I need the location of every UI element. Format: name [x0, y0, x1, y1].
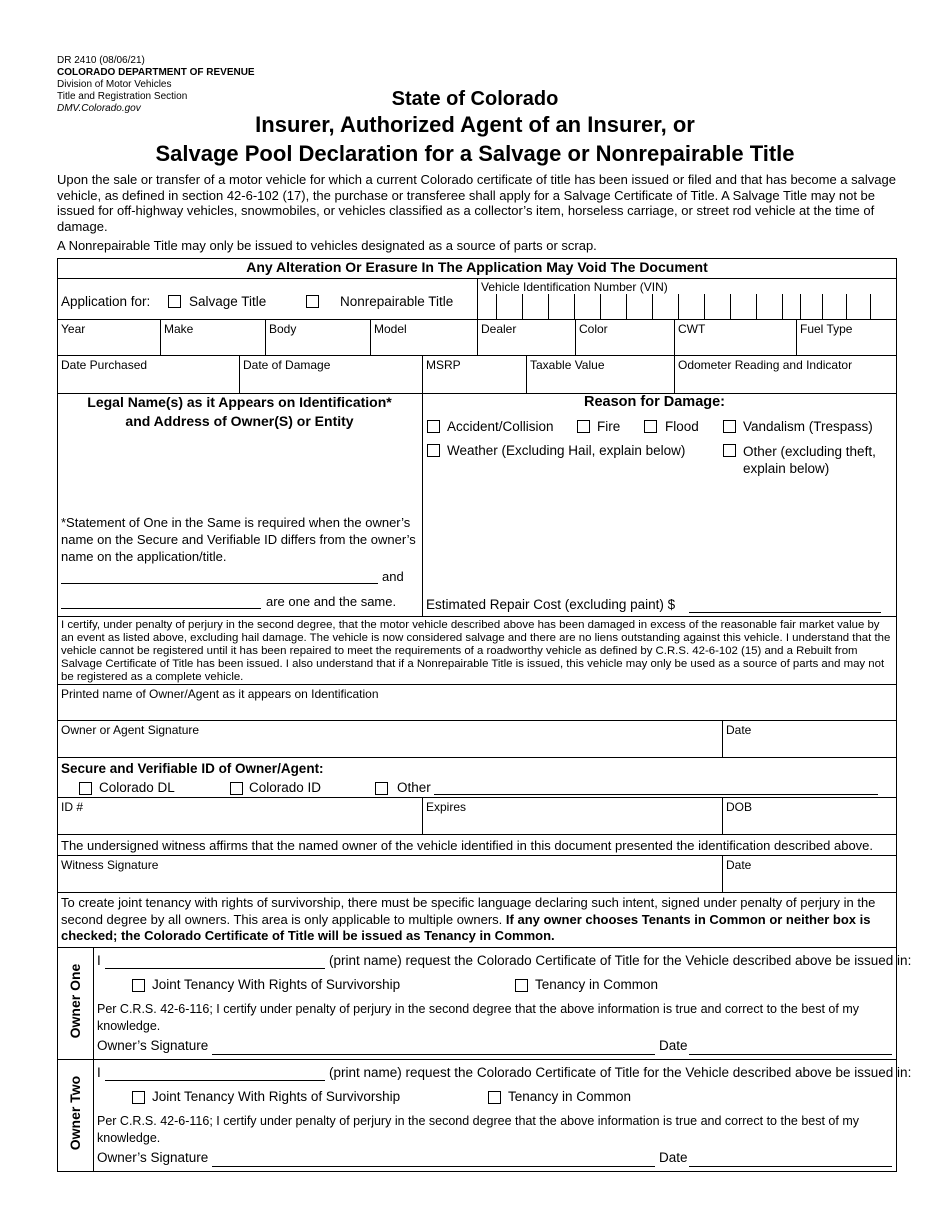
- colorado-id-checkbox[interactable]: [230, 782, 243, 795]
- dob-field[interactable]: DOB: [726, 800, 753, 814]
- section-name: Title and Registration Section: [57, 91, 188, 102]
- owner-two-request-text: (print name) request the Colorado Certificate of Title for the Vehicle described above be issued in:: [329, 1065, 912, 1080]
- reason-heading: Reason for Damage:: [584, 394, 726, 410]
- weather-label: Weather (Excluding Hail, explain below): [447, 443, 686, 458]
- vandalism-label: Vandalism (Trespass): [743, 419, 873, 434]
- flood-label: Flood: [665, 419, 699, 434]
- other-reason-checkbox[interactable]: [723, 444, 736, 457]
- taxable-value-field[interactable]: Taxable Value: [530, 358, 605, 372]
- owner-one-date-input[interactable]: [689, 1039, 892, 1055]
- website-link[interactable]: DMV.Colorado.gov: [57, 103, 141, 114]
- weather-checkbox[interactable]: [427, 444, 440, 457]
- statement-note: *Statement of One in the Same is required when the owner’s name on the Secure and Verifiable ID differs from the owner’s name on the application/title.: [61, 515, 416, 564]
- form-title-line1: Insurer, Authorized Agent of an Insurer, or: [255, 112, 695, 137]
- fire-checkbox[interactable]: [577, 420, 590, 433]
- cwt-field[interactable]: CWT: [678, 322, 706, 336]
- witness-signature-field[interactable]: Witness Signature: [61, 858, 159, 872]
- dealer-field[interactable]: Dealer: [481, 322, 517, 336]
- owner-two-tenancy-label: Tenancy in Common: [508, 1089, 632, 1104]
- owner-one-joint-checkbox[interactable]: [132, 979, 145, 992]
- date-of-damage-field[interactable]: Date of Damage: [243, 358, 331, 372]
- secure-id-heading: Secure and Verifiable ID of Owner/Agent:: [61, 761, 324, 776]
- owner-one-print-name-input[interactable]: [105, 953, 325, 969]
- accident-label: Accident/Collision: [447, 419, 554, 434]
- colorado-dl-checkbox[interactable]: [79, 782, 92, 795]
- owner-one-signature-input[interactable]: [212, 1039, 655, 1055]
- nonrepairable-note: A Nonrepairable Title may only be issued to vehicles designated as a source of parts or scrap.: [57, 238, 597, 253]
- owner-two-certify: Per C.R.S. 42-6-116; I certify under penalty of perjury in the second degree that the above information is true and correct to the best of my knowledge.: [97, 1114, 859, 1145]
- repair-cost-input[interactable]: [689, 597, 881, 613]
- nonrepairable-title-label: Nonrepairable Title: [340, 294, 454, 309]
- owner-one-signature-label: Owner’s Signature: [97, 1038, 209, 1053]
- salvage-title-checkbox[interactable]: [168, 295, 181, 308]
- owner-two-label: Owner Two: [67, 1075, 83, 1151]
- vin-input[interactable]: [480, 294, 874, 319]
- colorado-dl-label: Colorado DL: [99, 780, 175, 795]
- color-field[interactable]: Color: [579, 322, 608, 336]
- owner-two-tenancy-checkbox[interactable]: [488, 1091, 501, 1104]
- date-purchased-field[interactable]: Date Purchased: [61, 358, 148, 372]
- owner-two-i: I: [97, 1065, 101, 1080]
- id-number-field[interactable]: ID #: [61, 800, 84, 814]
- owner-one-certify: Per C.R.S. 42-6-116; I certify under penalty of perjury in the second degree that the above information is true and correct to the best of my knowledge.: [97, 1002, 859, 1033]
- colorado-id-label: Colorado ID: [249, 780, 322, 795]
- expires-field[interactable]: Expires: [426, 800, 467, 814]
- signature-date-field[interactable]: Date: [726, 723, 752, 737]
- nonrepairable-title-checkbox[interactable]: [306, 295, 319, 308]
- witness-date-field[interactable]: Date: [726, 858, 752, 872]
- owner-name-heading: Legal Name(s) as it Appears on Identification* and Address of Owner(S) or Entity: [87, 394, 392, 429]
- msrp-field[interactable]: MSRP: [426, 358, 461, 372]
- owner-two-signature-label: Owner’s Signature: [97, 1150, 209, 1165]
- witness-affirmation: The undersigned witness affirms that the named owner of the vehicle identified in this document presented the identification described above.: [61, 838, 874, 853]
- year-field[interactable]: Year: [61, 322, 86, 336]
- odometer-field[interactable]: Odometer Reading and Indicator: [678, 358, 853, 372]
- printed-name-field[interactable]: Printed name of Owner/Agent as it appears on Identification: [61, 687, 379, 701]
- owner-one-request-text: (print name) request the Colorado Certificate of Title for the Vehicle described above be issued in:: [329, 953, 912, 968]
- division-name: Division of Motor Vehicles: [57, 79, 172, 90]
- vin-label: Vehicle Identification Number (VIN): [481, 280, 668, 294]
- repair-cost-label: Estimated Repair Cost (excluding paint) $: [426, 597, 676, 612]
- certify-statement: I certify, under penalty of perjury in the second degree, that the motor vehicle described above has been damaged in excess of the reasonable fair market value by an event as listed above, excluding hail damage. The vehicle is now considered salvage and there are no liens outstanding against this vehicle. I understand that the vehicle cannot be registered until it has been repaired to meet the requirements of a roadworthy vehicle as defined by C.R.S. 42-6-102 (15) and a Rebuilt from Salvage Certificate of Title has been issued. I also understand that if a Nonrepairable Title is issued, this vehicle may only be used as a source of parts and may not be registered as a complete vehicle.: [61, 619, 891, 683]
- state-title: State of Colorado: [391, 88, 559, 110]
- flood-checkbox[interactable]: [644, 420, 657, 433]
- owner-agent-signature-field[interactable]: Owner or Agent Signature: [61, 723, 200, 737]
- fuel-type-field[interactable]: Fuel Type: [800, 322, 853, 336]
- other-id-label: Other: [397, 780, 431, 795]
- salvage-title-label: Salvage Title: [189, 294, 267, 309]
- model-field[interactable]: Model: [374, 322, 407, 336]
- owner-one-joint-label: Joint Tenancy With Rights of Survivorship: [152, 977, 401, 992]
- one-same-text: are one and the same.: [266, 594, 397, 609]
- owner-two-joint-checkbox[interactable]: [132, 1091, 145, 1104]
- other-reason-label: Other (excluding theft, explain below): [743, 444, 876, 476]
- vandalism-checkbox[interactable]: [723, 420, 736, 433]
- owner-one-tenancy-label: Tenancy in Common: [535, 977, 659, 992]
- department-name: COLORADO DEPARTMENT OF REVENUE: [57, 67, 255, 78]
- owner-two-date-label: Date: [659, 1150, 688, 1165]
- owner-two-signature-input[interactable]: [212, 1151, 655, 1167]
- intro-paragraph: Upon the sale or transfer of a motor vehicle for which a current Colorado certificate of title has been issued or filed and that has become a salvage vehicle, as defined in section 42-6-102 (17), the purchase or transferee shall apply for a Salvage Certificate of Title. A Salvage Title may not be issued for off-highway vehicles, snowmobiles, or vehicles classified as a collector’s item, horseless carriage, or street rod vehicle at the time of damage.: [57, 172, 896, 234]
- owner-one-i: I: [97, 953, 101, 968]
- owner-one-tenancy-checkbox[interactable]: [515, 979, 528, 992]
- owner-two-print-name-input[interactable]: [105, 1065, 325, 1081]
- and-text: and: [382, 569, 404, 584]
- owner-one-date-label: Date: [659, 1038, 688, 1053]
- owner-one-label: Owner One: [67, 963, 83, 1039]
- body-field[interactable]: Body: [269, 322, 297, 336]
- accident-checkbox[interactable]: [427, 420, 440, 433]
- owner-two-date-input[interactable]: [689, 1151, 892, 1167]
- name-one-input[interactable]: [61, 568, 378, 584]
- form-number: DR 2410 (08/06/21): [57, 55, 145, 66]
- other-id-input[interactable]: [434, 780, 878, 795]
- make-field[interactable]: Make: [164, 322, 194, 336]
- name-two-input[interactable]: [61, 593, 261, 609]
- other-id-checkbox[interactable]: [375, 782, 388, 795]
- application-for-label: Application for:: [61, 294, 151, 309]
- fire-label: Fire: [597, 419, 621, 434]
- joint-tenancy-instructions: To create joint tenancy with rights of survivorship, there must be specific language declaring such intent, signed under penalty of perjury in the second degree by all owners. This area is only applicable to multiple owners. If any owner chooses Tenants in Common or neither box is checked; the Colorado Certificate of Title will be issued as Tenancy in Common.: [61, 895, 876, 943]
- alteration-warning: Any Alteration Or Erasure In The Application May Void The Document: [246, 259, 708, 275]
- form-title-line2: Salvage Pool Declaration for a Salvage or Nonrepairable Title: [155, 141, 795, 166]
- owner-two-joint-label: Joint Tenancy With Rights of Survivorship: [152, 1089, 401, 1104]
